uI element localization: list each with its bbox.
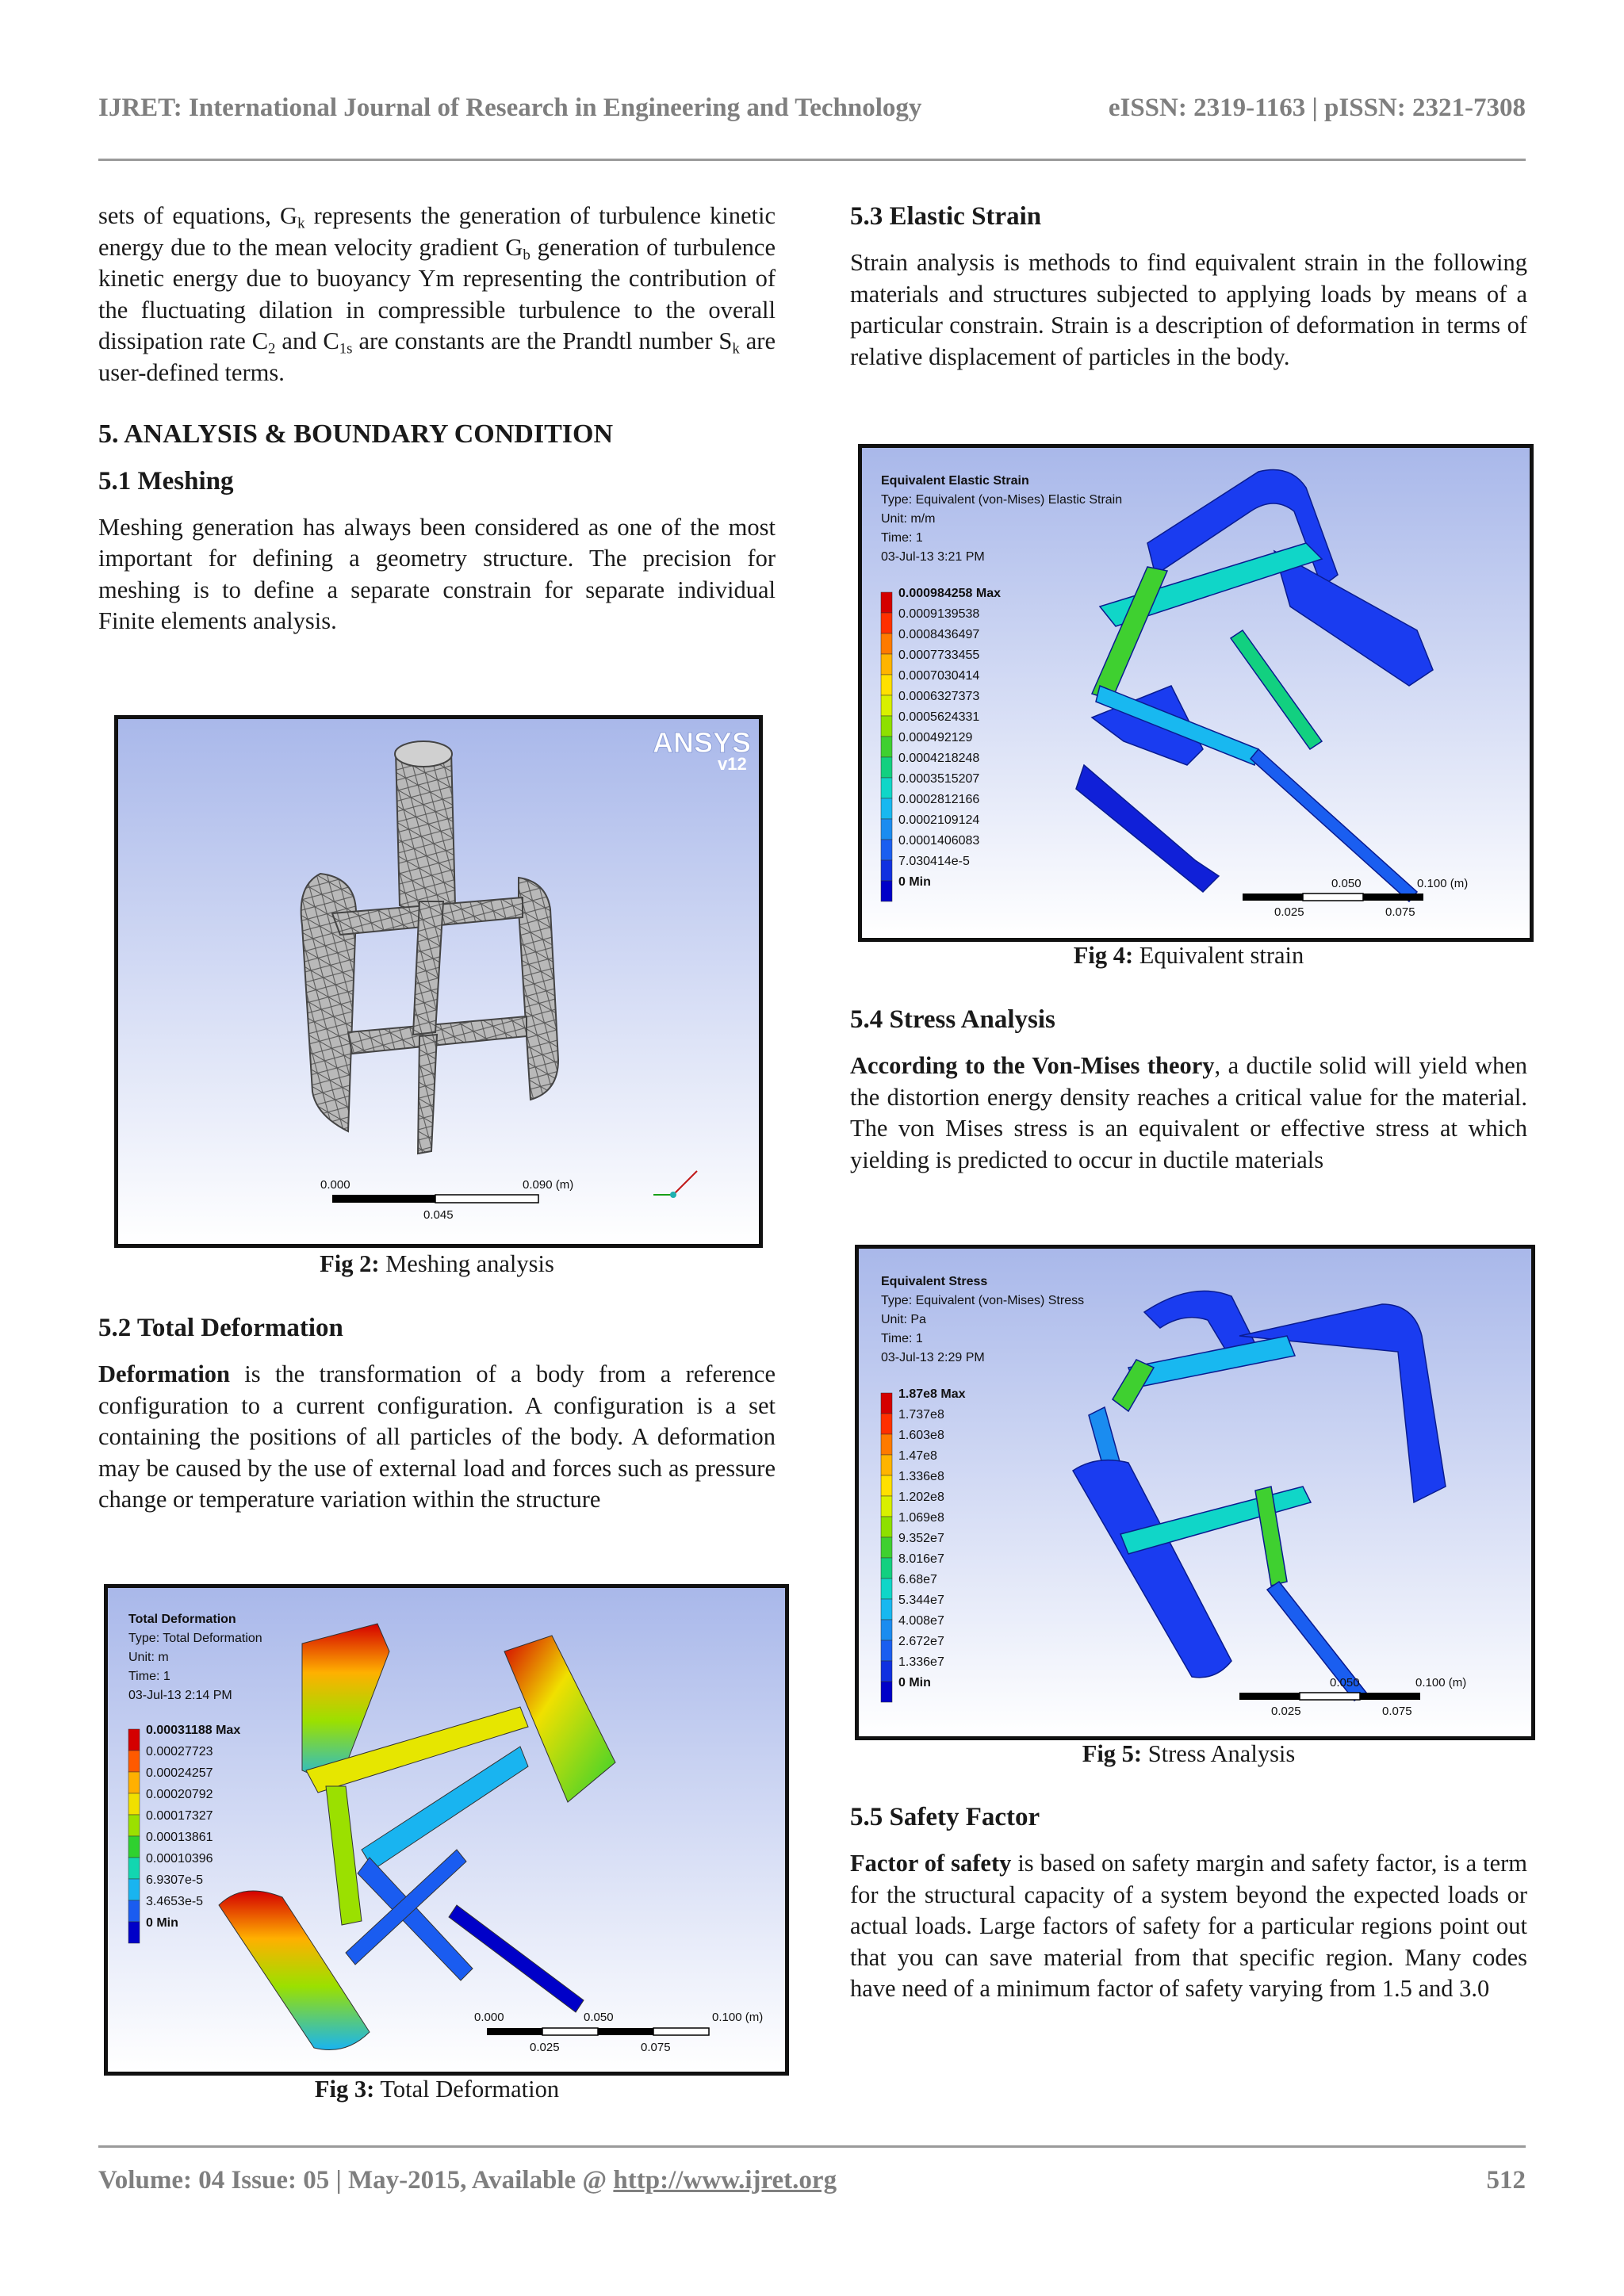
legend-label: 1.87e8 Max	[898, 1387, 966, 1401]
section-5-5-text: Factor of safety is based on safety margin and safety factor, is a term for the structural capacity of a system beyond the expected loads or actual loads. Large factors of safety for a particular regions point out that you can save material from that specific region. Many codes have need of a minimum factor of safety varying from 1.5 and 3.0	[850, 1850, 1527, 2003]
svg-text:Equivalent Elastic Strain: Equivalent Elastic Strain	[881, 474, 1029, 488]
svg-text:0.075: 0.075	[641, 2041, 671, 2054]
section-5-3-title: 5.3 Elastic Strain	[850, 202, 1042, 231]
legend-label: 7.030414e-5	[898, 855, 970, 868]
legend-swatch	[881, 778, 892, 798]
page-number: 512	[1486, 2166, 1526, 2195]
legend-swatch	[881, 1517, 892, 1537]
svg-text:0.100 (m): 0.100 (m)	[712, 2011, 764, 2024]
legend-label: 6.68e7	[898, 1573, 937, 1586]
running-footer	[98, 2166, 1526, 2195]
legend-swatch	[881, 1599, 892, 1620]
legend-label: 2.672e7	[898, 1635, 944, 1648]
section-5-3-text: Strain analysis is methods to find equivalent strain in the following materials and structures subjected to applying loads by means of a particular constrain. Strain is a description of deformation in terms of relative displacement of particles in the body.	[850, 249, 1527, 370]
legend-label: 0.000984258 Max	[898, 587, 1001, 600]
legend-swatch	[881, 716, 892, 737]
legend-swatch	[881, 1661, 892, 1682]
svg-text:0.100 (m): 0.100 (m)	[1415, 1676, 1467, 1689]
caption-fig3: Fig 3: Total Deformation	[314, 2076, 560, 2103]
meshing-render	[118, 719, 759, 1244]
legend-swatch	[128, 1772, 140, 1793]
svg-text:0.050: 0.050	[584, 2011, 614, 2024]
legend-swatch	[881, 654, 892, 675]
svg-text:0.000: 0.000	[320, 1178, 350, 1192]
journal-link[interactable]: http://www.ijret.org	[613, 2166, 837, 2195]
legend-label: 0.0003515207	[898, 772, 980, 786]
legend-swatch	[881, 1393, 892, 1414]
legend-label: 0.00024257	[146, 1766, 213, 1780]
svg-text:0.050: 0.050	[1330, 1676, 1360, 1689]
legend-swatch	[881, 1475, 892, 1496]
legend-swatch	[881, 1558, 892, 1578]
svg-text:Unit: Pa: Unit: Pa	[881, 1313, 926, 1326]
legend-swatch	[881, 675, 892, 695]
legend-label: 0.00031188 Max	[146, 1724, 241, 1737]
legend-swatch	[881, 1640, 892, 1661]
legend-swatch	[881, 1578, 892, 1599]
footer-rule	[98, 2145, 1526, 2148]
legend-label: 0.00020792	[146, 1788, 213, 1801]
legend-swatch	[881, 633, 892, 654]
issn: eISSN: 2319-1163 | pISSN: 2321-7308	[1108, 94, 1526, 122]
svg-text:Type: Equivalent (von-Mises) E: Type: Equivalent (von-Mises) Elastic Strain	[881, 493, 1123, 507]
ansys-logo: ANSYS	[653, 726, 752, 759]
svg-text:Equivalent Stress: Equivalent Stress	[881, 1275, 988, 1288]
ansys-version: v12	[718, 754, 747, 774]
stress-render	[859, 1249, 1531, 1736]
legend-label: 0.0002109124	[898, 813, 980, 827]
legend-swatch	[128, 1858, 140, 1879]
legend-label: 0.000492129	[898, 731, 973, 744]
figure-meshing	[114, 715, 763, 1248]
legend-swatch	[881, 840, 892, 860]
header-rule	[98, 159, 1526, 161]
legend-label: 0 Min	[146, 1916, 178, 1930]
legend-swatch	[881, 1414, 892, 1434]
legend-swatch	[128, 1900, 140, 1922]
legend-swatch	[881, 737, 892, 757]
legend-swatch	[881, 1496, 892, 1517]
svg-text:0.000: 0.000	[474, 2011, 504, 2024]
svg-text:0.050: 0.050	[1331, 877, 1362, 890]
legend-swatch	[881, 1620, 892, 1640]
legend-label: 0.0006327373	[898, 690, 980, 703]
legend-swatch	[128, 1751, 140, 1772]
legend-swatch	[881, 613, 892, 633]
total-deformation-render	[108, 1588, 785, 2072]
legend-label: 9.352e7	[898, 1532, 944, 1545]
section-5-2-text: Deformation is the transformation of a body from a reference configuration to a current configuration. A configuration is a set containing the positions of all particles of the body. A deformation may be caused by the use of external load and forces such as pressure change or temperature variation within the structure	[98, 1360, 776, 1513]
legend-label: 3.4653e-5	[146, 1895, 204, 1908]
legend-label: 0.0009139538	[898, 607, 980, 621]
svg-text:03-Jul-13 2:29 PM: 03-Jul-13 2:29 PM	[881, 1351, 985, 1364]
legend-swatch	[881, 695, 892, 716]
legend-label: 0.0002812166	[898, 793, 980, 806]
legend-swatch	[881, 1682, 892, 1702]
svg-text:0.090 (m): 0.090 (m)	[523, 1178, 574, 1192]
legend-label: 0 Min	[898, 1676, 931, 1689]
right-column-bottom	[850, 1803, 1527, 2005]
svg-text:Unit: m: Unit: m	[128, 1651, 169, 1664]
left-column-top	[98, 201, 776, 637]
legend-label: 5.344e7	[898, 1594, 944, 1607]
legend-swatch	[881, 592, 892, 613]
legend-swatch	[881, 1434, 892, 1455]
svg-text:Unit: m/m: Unit: m/m	[881, 512, 936, 526]
svg-text:0.025: 0.025	[530, 2041, 560, 2054]
legend-label: 1.069e8	[898, 1511, 944, 1525]
svg-text:Total Deformation: Total Deformation	[128, 1613, 236, 1626]
intro-paragraph: sets of equations, $G_k$ represents the generation of turbulence kinetic energy due to the mean velocity gradient $G_b$ generation of turbulence kinetic energy due to buoyancy Ym representing the contribution of the fluctuating dilation in compressible turbulence to the overall dissipation rate $C_2$ and $C_{1s}$ are constants are the Prandtl number $S_k$ are user-defined terms.	[98, 202, 776, 386]
section-5-4-title: 5.4 Stress Analysis	[850, 1005, 1055, 1034]
equivalent-strain-render	[862, 448, 1530, 938]
svg-text:03-Jul-13 2:14 PM: 03-Jul-13 2:14 PM	[128, 1689, 232, 1702]
svg-text:0.025: 0.025	[1271, 1705, 1301, 1718]
legend-label: 1.336e7	[898, 1655, 944, 1669]
svg-text:0.045: 0.045	[423, 1208, 454, 1222]
legend-label: 0.00013861	[146, 1831, 213, 1844]
section-5-1-title: 5.1 Meshing	[98, 466, 234, 496]
legend-label: 4.008e7	[898, 1614, 944, 1628]
legend-swatch	[881, 860, 892, 881]
svg-text:Time: 1: Time: 1	[128, 1670, 170, 1683]
section-5-5-title: 5.5 Safety Factor	[850, 1803, 1040, 1831]
figure-stress-analysis	[855, 1245, 1535, 1740]
legend-swatch	[128, 1879, 140, 1900]
svg-text:0.075: 0.075	[1382, 1705, 1412, 1718]
svg-text:Time: 1: Time: 1	[881, 1332, 923, 1345]
svg-text:Time: 1: Time: 1	[881, 531, 923, 545]
legend-label: 8.016e7	[898, 1552, 944, 1566]
section-5-1-text: Meshing generation has always been considered as one of the most important for defining a geometry structure. The precision for meshing is to define a separate constrain for separate individual Finite elements analysis.	[98, 513, 776, 635]
legend-swatch	[881, 798, 892, 819]
legend-label: 0 Min	[898, 875, 931, 889]
legend-swatch	[881, 1537, 892, 1558]
right-column-top	[850, 202, 1527, 373]
legend-label: 0.00017327	[146, 1809, 213, 1823]
caption-fig2: Fig 2: Meshing analysis	[320, 1250, 554, 1277]
svg-text:03-Jul-13 3:21 PM: 03-Jul-13 3:21 PM	[881, 550, 985, 564]
svg-text:Type: Total Deformation: Type: Total Deformation	[128, 1632, 262, 1645]
legend-swatch	[128, 1815, 140, 1836]
svg-text:0.075: 0.075	[1385, 905, 1415, 919]
svg-text:Type: Equivalent (von-Mises) S: Type: Equivalent (von-Mises) Stress	[881, 1294, 1085, 1307]
legend-label: 1.603e8	[898, 1429, 944, 1442]
legend-label: 0.0005624331	[898, 710, 980, 724]
figure-equivalent-strain	[858, 444, 1534, 942]
volume-info: Volume: 04 Issue: 05 | May-2015, Available @	[98, 2166, 614, 2195]
legend-swatch	[128, 1836, 140, 1858]
legend-label: 0.00027723	[146, 1745, 213, 1758]
legend-label: 0.0008436497	[898, 628, 980, 641]
caption-fig4: Fig 4: Equivalent strain	[1073, 942, 1304, 969]
svg-text:0.025: 0.025	[1274, 905, 1304, 919]
legend-label: 0.0007030414	[898, 669, 980, 683]
legend-label: 0.00010396	[146, 1852, 213, 1866]
figure-total-deformation	[104, 1584, 789, 2076]
left-column-bottom	[98, 1314, 776, 1516]
running-header	[98, 94, 1526, 133]
legend-label: 1.47e8	[898, 1449, 937, 1463]
legend-swatch	[128, 1793, 140, 1815]
legend-label: 0.0004218248	[898, 752, 980, 765]
legend-label: 1.336e8	[898, 1470, 944, 1483]
legend-swatch	[128, 1922, 140, 1943]
legend-swatch	[881, 1455, 892, 1475]
legend-swatch	[881, 881, 892, 901]
section-5-4-text: According to the Von-Mises theory, a ductile solid will yield when the distortion energy density reaches a critical value for the material. The von Mises stress is an equivalent or effective stress at which yielding is predicted to occur in ductile materials	[850, 1052, 1527, 1173]
section-5-title: 5. ANALYSIS & BOUNDARY CONDITION	[98, 419, 614, 449]
right-column-mid	[850, 1005, 1527, 1176]
legend-label: 1.202e8	[898, 1490, 944, 1504]
journal-name: IJRET: International Journal of Research in Engineering and Technology	[98, 94, 922, 122]
legend-label: 6.9307e-5	[146, 1873, 204, 1887]
legend-label: 1.737e8	[898, 1408, 944, 1422]
legend-swatch	[128, 1729, 140, 1751]
legend-label: 0.0007733455	[898, 649, 980, 662]
legend-label: 0.0001406083	[898, 834, 980, 848]
legend-swatch	[881, 757, 892, 778]
svg-text:0.100 (m): 0.100 (m)	[1417, 877, 1469, 890]
legend-swatch	[881, 819, 892, 840]
caption-fig5: Fig 5: Stress Analysis	[1082, 1740, 1296, 1767]
section-5-2-title: 5.2 Total Deformation	[98, 1314, 343, 1342]
